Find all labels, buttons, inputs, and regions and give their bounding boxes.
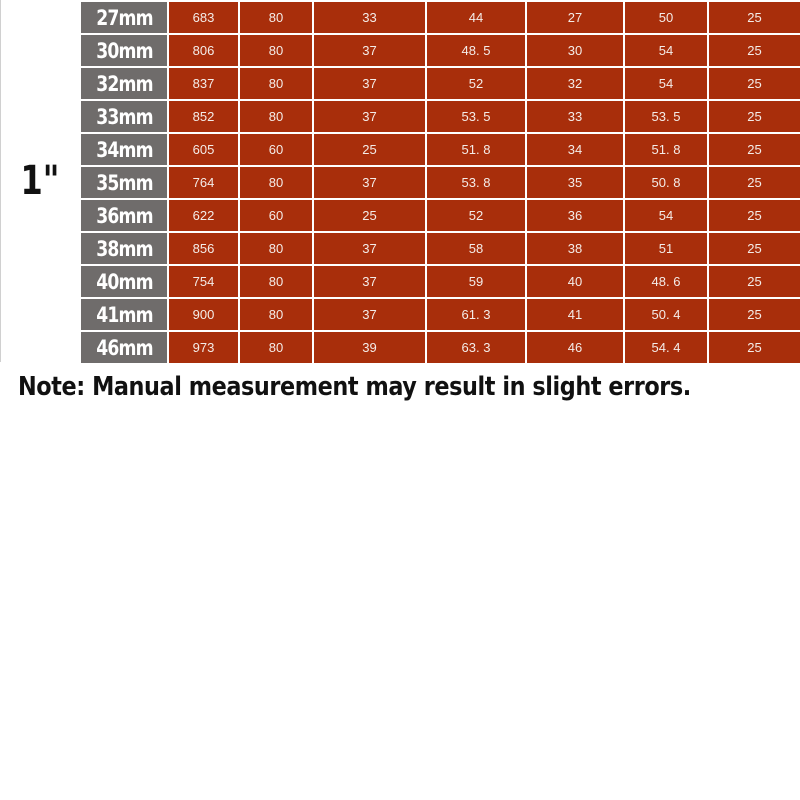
table-row — [80, 265, 800, 298]
value-cell: 25 — [708, 1, 800, 34]
size-cell — [80, 34, 168, 67]
size-cell — [80, 100, 168, 133]
value-cell: 25 — [313, 199, 426, 232]
value-cell: 60 — [239, 133, 313, 166]
size-label: 30mm — [95, 38, 153, 63]
table-body — [80, 1, 800, 364]
value-cell: 51. 8 — [426, 133, 526, 166]
value-cell: 754 — [168, 265, 239, 298]
value-cell: 39 — [313, 331, 426, 364]
size-label: 32mm — [95, 71, 153, 96]
value-cell: 25 — [708, 265, 800, 298]
value-cell: 50 — [624, 1, 708, 34]
size-cell — [80, 199, 168, 232]
value-cell: 973 — [168, 331, 239, 364]
value-cell: 900 — [168, 298, 239, 331]
value-cell: 53. 8 — [426, 166, 526, 199]
value-cell: 54 — [624, 67, 708, 100]
value-cell: 38 — [526, 232, 624, 265]
table-row — [80, 232, 800, 265]
value-cell: 33 — [313, 1, 426, 34]
table-row — [80, 34, 800, 67]
value-cell: 25 — [708, 67, 800, 100]
value-cell: 80 — [239, 100, 313, 133]
value-cell: 25 — [708, 166, 800, 199]
value-cell: 41 — [526, 298, 624, 331]
value-cell: 80 — [239, 232, 313, 265]
size-cell — [80, 166, 168, 199]
size-cell — [80, 331, 168, 364]
value-cell: 25 — [708, 34, 800, 67]
size-cell — [80, 232, 168, 265]
value-cell: 25 — [708, 232, 800, 265]
size-cell — [80, 67, 168, 100]
measurement-note: Note: Manual measurement may result in slight errors. — [18, 372, 691, 402]
value-cell: 35 — [526, 166, 624, 199]
value-cell: 80 — [239, 34, 313, 67]
value-cell: 37 — [313, 166, 426, 199]
value-cell: 53. 5 — [624, 100, 708, 133]
table-row — [80, 199, 800, 232]
value-cell: 837 — [168, 67, 239, 100]
value-cell: 40 — [526, 265, 624, 298]
size-label: 38mm — [95, 236, 153, 261]
value-cell: 25 — [708, 199, 800, 232]
size-label: 35mm — [95, 170, 153, 195]
value-cell: 80 — [239, 265, 313, 298]
value-cell: 63. 3 — [426, 331, 526, 364]
value-cell: 80 — [239, 298, 313, 331]
value-cell: 80 — [239, 1, 313, 34]
value-cell: 51. 8 — [624, 133, 708, 166]
value-cell: 54 — [624, 34, 708, 67]
value-cell: 37 — [313, 100, 426, 133]
value-cell: 46 — [526, 331, 624, 364]
value-cell: 852 — [168, 100, 239, 133]
table-row — [80, 298, 800, 331]
value-cell: 37 — [313, 298, 426, 331]
size-label: 41mm — [95, 302, 153, 327]
value-cell: 605 — [168, 133, 239, 166]
size-cell — [80, 1, 168, 34]
value-cell: 25 — [708, 100, 800, 133]
value-cell: 33 — [526, 100, 624, 133]
value-cell: 37 — [313, 67, 426, 100]
value-cell: 683 — [168, 1, 239, 34]
value-cell: 80 — [239, 67, 313, 100]
size-label: 36mm — [95, 203, 153, 228]
size-cell — [80, 133, 168, 166]
value-cell: 36 — [526, 199, 624, 232]
value-cell: 59 — [426, 265, 526, 298]
value-cell: 50. 8 — [624, 166, 708, 199]
left-divider-line — [0, 0, 1, 362]
size-label: 27mm — [95, 5, 153, 30]
size-label: 33mm — [95, 104, 153, 129]
table-row — [80, 100, 800, 133]
value-cell: 48. 5 — [426, 34, 526, 67]
value-cell: 44 — [426, 1, 526, 34]
value-cell: 61. 3 — [426, 298, 526, 331]
value-cell: 80 — [239, 331, 313, 364]
value-cell: 856 — [168, 232, 239, 265]
value-cell: 50. 4 — [624, 298, 708, 331]
value-cell: 25 — [708, 133, 800, 166]
size-cell — [80, 265, 168, 298]
value-cell: 32 — [526, 67, 624, 100]
value-cell: 806 — [168, 34, 239, 67]
table-row — [80, 133, 800, 166]
value-cell: 37 — [313, 34, 426, 67]
value-cell: 37 — [313, 265, 426, 298]
value-cell: 34 — [526, 133, 624, 166]
size-label: 40mm — [95, 269, 153, 294]
table-row — [80, 67, 800, 100]
size-label: 46mm — [95, 335, 153, 360]
size-label: 34mm — [95, 137, 153, 162]
value-cell: 48. 6 — [624, 265, 708, 298]
socket-size-table — [79, 0, 800, 365]
value-cell: 30 — [526, 34, 624, 67]
value-cell: 60 — [239, 199, 313, 232]
value-cell: 37 — [313, 232, 426, 265]
value-cell: 622 — [168, 199, 239, 232]
table-row — [80, 331, 800, 364]
table-row — [80, 166, 800, 199]
drive-size-label: 1" — [20, 158, 60, 204]
value-cell: 25 — [708, 331, 800, 364]
value-cell: 54 — [624, 199, 708, 232]
value-cell: 80 — [239, 166, 313, 199]
value-cell: 25 — [708, 298, 800, 331]
value-cell: 58 — [426, 232, 526, 265]
size-cell — [80, 298, 168, 331]
value-cell: 764 — [168, 166, 239, 199]
value-cell: 52 — [426, 67, 526, 100]
table-row — [80, 1, 800, 34]
value-cell: 53. 5 — [426, 100, 526, 133]
value-cell: 25 — [313, 133, 426, 166]
value-cell: 54. 4 — [624, 331, 708, 364]
value-cell: 52 — [426, 199, 526, 232]
value-cell: 51 — [624, 232, 708, 265]
value-cell: 27 — [526, 1, 624, 34]
